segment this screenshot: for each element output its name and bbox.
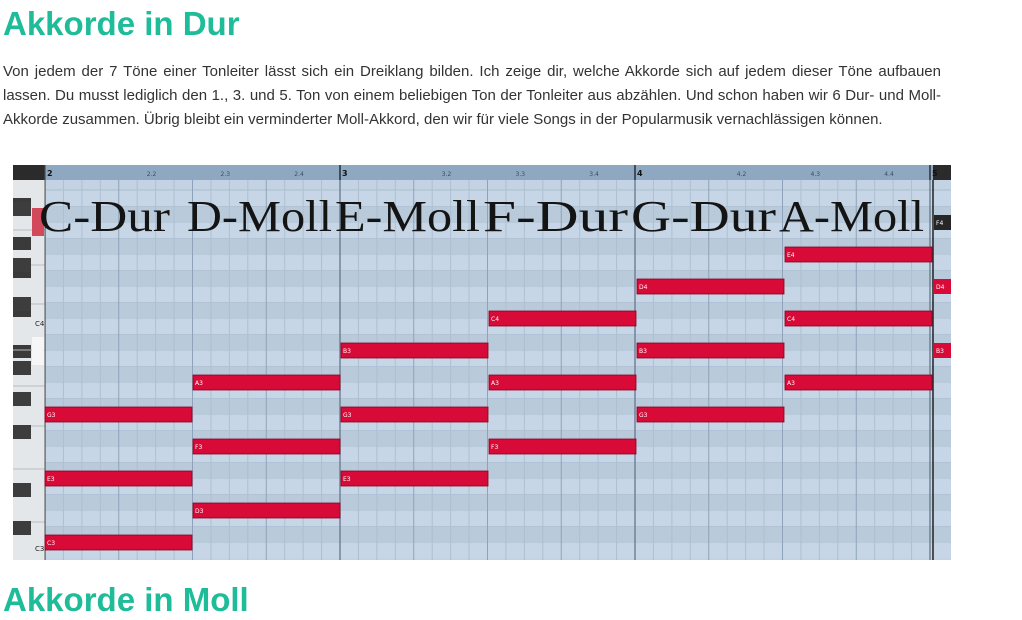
note-f3 <box>193 439 340 454</box>
note-c3 <box>45 535 192 550</box>
note-e3 <box>45 471 192 486</box>
lane-row <box>45 350 951 366</box>
note-label: A3 <box>491 380 499 387</box>
note-label: F3 <box>195 444 203 451</box>
black-key <box>13 237 31 250</box>
ruler-bar-number: 3 <box>342 169 348 178</box>
ruler-beat-label: 3.4 <box>589 171 599 178</box>
ruler-corner <box>13 165 45 180</box>
cut-note-label: F4 <box>936 220 944 227</box>
lane-row <box>45 270 951 286</box>
ruler-beat-label: 3.2 <box>441 171 452 178</box>
ruler-beat-label: 3.3 <box>515 171 526 178</box>
black-key <box>13 483 31 497</box>
note-a3 <box>785 375 932 390</box>
note-d4 <box>637 279 784 294</box>
note-label: D4 <box>639 284 648 291</box>
piano-roll-image <box>13 165 951 560</box>
key-white-accent <box>32 337 44 365</box>
note-g3 <box>637 407 784 422</box>
ruler-bar-number: 5 <box>932 169 938 178</box>
ruler-bar-number: 4 <box>637 169 643 178</box>
note-label: G3 <box>639 412 648 419</box>
key-label-c3: C3 <box>35 545 45 553</box>
lane-row <box>45 286 951 302</box>
note-b3 <box>637 343 784 358</box>
black-key <box>13 202 31 216</box>
note-b3 <box>341 343 488 358</box>
note-label: F3 <box>491 444 499 451</box>
lane-row <box>45 510 951 526</box>
note-a3 <box>489 375 636 390</box>
note-e4 <box>785 247 932 262</box>
note-g3 <box>341 407 488 422</box>
note-label: C4 <box>491 316 500 323</box>
chord-label-5: G-Dur <box>631 192 777 241</box>
next-section-heading: Akkorde in Moll <box>3 581 249 618</box>
black-key <box>13 361 31 375</box>
black-key <box>13 425 31 439</box>
piano-roll-canvas <box>13 165 951 560</box>
note-e3 <box>341 471 488 486</box>
note-label: E3 <box>343 476 351 483</box>
ruler-beat-label: 4.4 <box>884 171 894 178</box>
note-label: A3 <box>787 380 795 387</box>
ruler-beat-label: 2.2 <box>146 171 157 178</box>
note-label: E4 <box>787 252 795 259</box>
note-c4 <box>785 311 932 326</box>
note-label: G3 <box>343 412 352 419</box>
note-f3 <box>489 439 636 454</box>
ruler-bar-number: 2 <box>47 169 53 178</box>
note-label: D3 <box>195 508 204 515</box>
key-label-c4: C4 <box>35 320 45 328</box>
note-label: E3 <box>47 476 55 483</box>
note-a3 <box>193 375 340 390</box>
note-label: B3 <box>343 348 351 355</box>
black-key <box>13 521 31 535</box>
chord-label-6: A-Moll <box>779 192 924 241</box>
ruler-beat-label: 2.3 <box>220 171 231 178</box>
chord-label-2: D-Moll <box>187 192 332 241</box>
black-key <box>13 258 31 272</box>
cut-note-label: B3 <box>936 348 944 355</box>
ruler-beat-label: 4.2 <box>736 171 747 178</box>
note-d3 <box>193 503 340 518</box>
note-label: C3 <box>47 540 56 547</box>
note-label: B3 <box>639 348 647 355</box>
black-key <box>13 345 31 358</box>
note-label: C4 <box>787 316 796 323</box>
lane-row <box>45 334 951 350</box>
chord-label-4: F-Dur <box>483 192 629 241</box>
ruler-beat-label: 4.3 <box>810 171 821 178</box>
chord-label-3: E-Moll <box>335 192 480 241</box>
ruler-beat-label: 2.4 <box>294 171 304 178</box>
note-c4 <box>489 311 636 326</box>
note-label: A3 <box>195 380 203 387</box>
cut-note-label: D4 <box>936 284 945 291</box>
chord-label-1: C-Dur <box>39 192 171 241</box>
page-heading: Akkorde in Dur <box>3 5 240 42</box>
intro-paragraph: Von jedem der 7 Töne einer Tonleiter lässt sich ein Dreiklang bilden. Ich zeige dir, welche Akkorde sich auf jedem dieser Töne aufbauen lassen. Du musst lediglich den 1., 3. und 5. Ton von einem beliebigen Ton der Tonleiter aus abzählen. Und schon haben wir 6 Dur- und Moll-Akkorde zusammen. Übrig bleibt ein verminderter Moll-Akkord, den wir für viele Songs in der Popularmusik vernachlässigen können. <box>3 63 941 128</box>
black-key <box>13 297 31 311</box>
lane-row <box>45 494 951 510</box>
black-key <box>13 392 31 406</box>
note-g3 <box>45 407 192 422</box>
note-label: G3 <box>47 412 56 419</box>
